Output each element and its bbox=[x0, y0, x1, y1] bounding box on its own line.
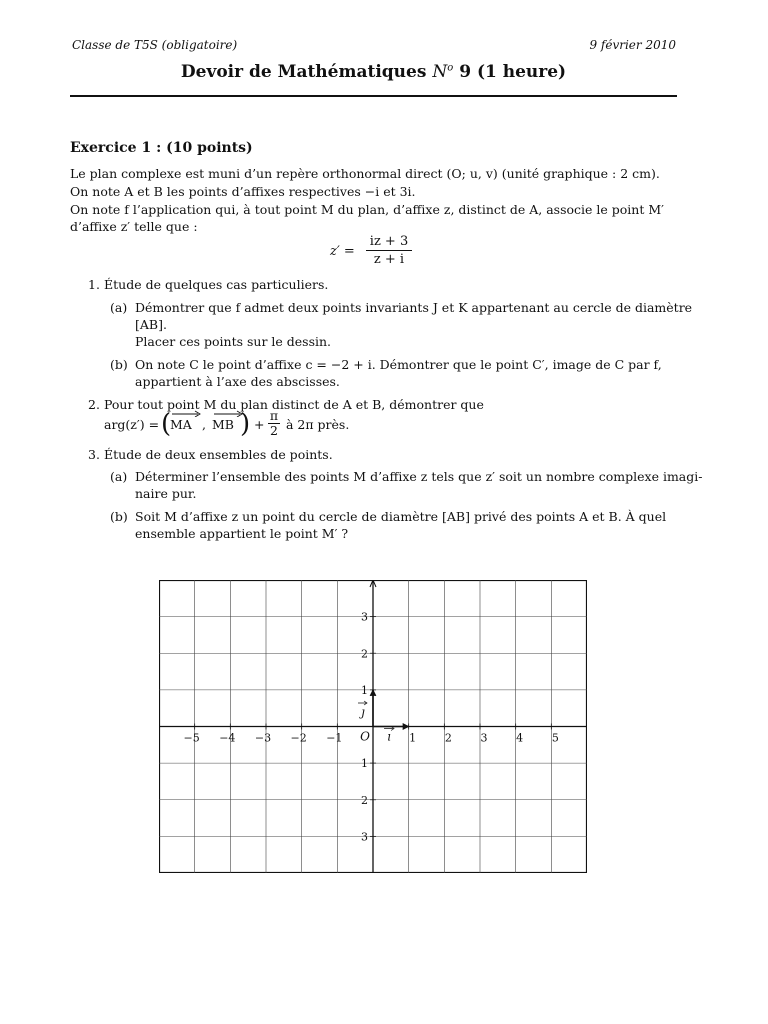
question-1a-line-3: Placer ces points sur le dessin. bbox=[135, 334, 332, 349]
vector-j-arrow-icon bbox=[370, 690, 376, 696]
intro-line-1: Le plan complexe est muni d’un repère orthonormal direct (O; u, v) (unité graphique : 2 cm). bbox=[70, 166, 660, 181]
question-1a-label: (a) bbox=[110, 300, 128, 315]
y-tick-label: 1 bbox=[361, 757, 368, 771]
question-1b-line-1: On note C le point d’affixe c = −2 + i. Démontrer que le point C′, image de C par f, bbox=[135, 357, 662, 372]
question-1a-line-2: [AB]. bbox=[135, 317, 167, 332]
vector-i-label: ı bbox=[387, 729, 391, 744]
question-1-label: 1. bbox=[88, 277, 100, 292]
title-main: Devoir de Mathématiques bbox=[180, 62, 427, 82]
origin-label: O bbox=[360, 729, 370, 744]
arg-tail: à 2π près. bbox=[282, 417, 350, 432]
question-1b-label: (b) bbox=[110, 357, 128, 372]
title-duration: (1 heure) bbox=[476, 62, 567, 82]
title-number-label: N bbox=[432, 62, 448, 82]
exam-page: Classe de T5S (obligatoire) 9 février 2010 Devoir de Mathématiques $N^o$ 9 (1 heure) Exercice 1 : (10 points) Le plan complexe est muni d’un repère orthonormal direct (O; u, v) (unité graphique : 2 cm). On note A et B les points d’affixes respectives −i et 3i. On note f l’application qui, à tout point M du plan, d’affixe z, distinct de A, associe le point M′ d’affixe z′ telle que : z′ = $\frac{iz + 3}{z + i}$ 1. Étude de quelques cas particuliers. (a) Démontrer que f admet deux points invariants J et K appartenant au cercle de diamètre [AB]. Placer ces points sur le dessin. (b) On note C le point d’affixe c = −2 + i. Démontrer que le point C′, image de C par f, appartient à l’axe des abscisses. 2. Pour tout point M du plan distinct de A et B, démontrer que arg(z′) = ( MA , MB ) + π 2 à 2π près. 3. Étude de deux ensembles de points. (a) Déterminer l’ensemble des points M d’affixe z tels que z′ soit un nombre complexe imagi- naire pur. (b) Soit M d’affixe z un point du cercle de diamètre [AB] privé des points A et B. À quel ensemble appartient le point M′ ? −5 −4 −3 −2 −1 1 2 3 4 5 3 2 1 1 2 3 O ı ȷ bbox=[0, 0, 768, 1024]
question-3a-label: (a) bbox=[110, 469, 128, 484]
x-tick-label: −5 bbox=[183, 731, 200, 745]
title-number-sup: o bbox=[447, 62, 454, 74]
intro-line-3: On note f l’application qui, à tout point M du plan, d’affixe z, distinct de A, associe le point M′ bbox=[70, 202, 664, 217]
question-3b-label: (b) bbox=[110, 509, 128, 524]
question-1-text: Étude de quelques cas particuliers. bbox=[104, 277, 329, 292]
x-tick-label: 2 bbox=[444, 731, 452, 745]
title-rule bbox=[70, 95, 677, 97]
y-tick-label: 1 bbox=[361, 683, 368, 697]
question-2-text: Pour tout point M du plan distinct de A et B, démontrer que bbox=[104, 397, 484, 412]
intro-line-2: On note A et B les points d’affixes respectives −i et 3i. bbox=[70, 184, 416, 199]
x-tick-label: 5 bbox=[551, 731, 559, 745]
x-tick-label: 3 bbox=[480, 731, 488, 745]
x-tick-label: 4 bbox=[516, 731, 524, 745]
exam-date: 9 février 2010 bbox=[589, 38, 676, 52]
x-tick-label: −2 bbox=[290, 731, 307, 745]
question-1a-line-1: Démontrer que f admet deux points invariants J et K appartenant au cercle de diamètre bbox=[135, 300, 693, 315]
vector-mb: MB bbox=[212, 409, 244, 432]
pi-over-2: π 2 bbox=[269, 408, 279, 438]
exercise-heading: Exercice 1 : (10 points) bbox=[70, 140, 253, 156]
x-tick-label: −3 bbox=[254, 731, 272, 745]
coordinate-grid bbox=[159, 580, 587, 873]
y-tick-label: 2 bbox=[361, 647, 368, 661]
formula-denominator: z + i bbox=[373, 252, 405, 267]
x-tick-label: 1 bbox=[409, 731, 417, 745]
grid-svg bbox=[159, 580, 587, 873]
question-3a-line-1: Déterminer l’ensemble des points M d’affixe z tels que z′ soit un nombre complexe imagi- bbox=[135, 469, 703, 484]
x-tick-label: −4 bbox=[219, 731, 236, 745]
class-label: Classe de T5S (obligatoire) bbox=[72, 38, 238, 52]
vector-ma: MA bbox=[170, 409, 202, 432]
question-3b-line-1: Soit M d’affixe z un point du cercle de diamètre [AB] privé des points A et B. À quel bbox=[135, 509, 667, 524]
question-2-label: 2. bbox=[88, 397, 100, 412]
question-3-label: 3. bbox=[88, 447, 100, 462]
x-tick-label: −1 bbox=[326, 731, 343, 745]
formula-lhs: z′ = bbox=[330, 244, 355, 259]
y-tick-label: 3 bbox=[361, 610, 368, 624]
vector-i-arrow-icon bbox=[403, 724, 409, 730]
question-3-text: Étude de deux ensembles de points. bbox=[104, 447, 333, 462]
y-tick-label: 3 bbox=[361, 830, 368, 844]
question-3b-line-2: ensemble appartient le point M′ ? bbox=[135, 526, 349, 541]
question-1b-line-2: appartient à l’axe des abscisses. bbox=[135, 374, 340, 389]
formula-numerator: iz + 3 bbox=[366, 234, 412, 251]
arg-lhs: arg(z′) = bbox=[104, 417, 160, 432]
title-number: 9 bbox=[459, 62, 472, 82]
right-paren: ) bbox=[240, 409, 251, 439]
intro-line-4: d’affixe z′ telle que : bbox=[70, 219, 198, 234]
y-tick-label: 2 bbox=[361, 793, 368, 807]
vector-j-label: ȷ bbox=[361, 705, 365, 720]
left-paren: ( bbox=[161, 409, 172, 439]
vector-arrow-icon bbox=[170, 409, 202, 417]
page-title bbox=[70, 62, 677, 82]
question-3a-line-2: naire pur. bbox=[135, 486, 197, 501]
